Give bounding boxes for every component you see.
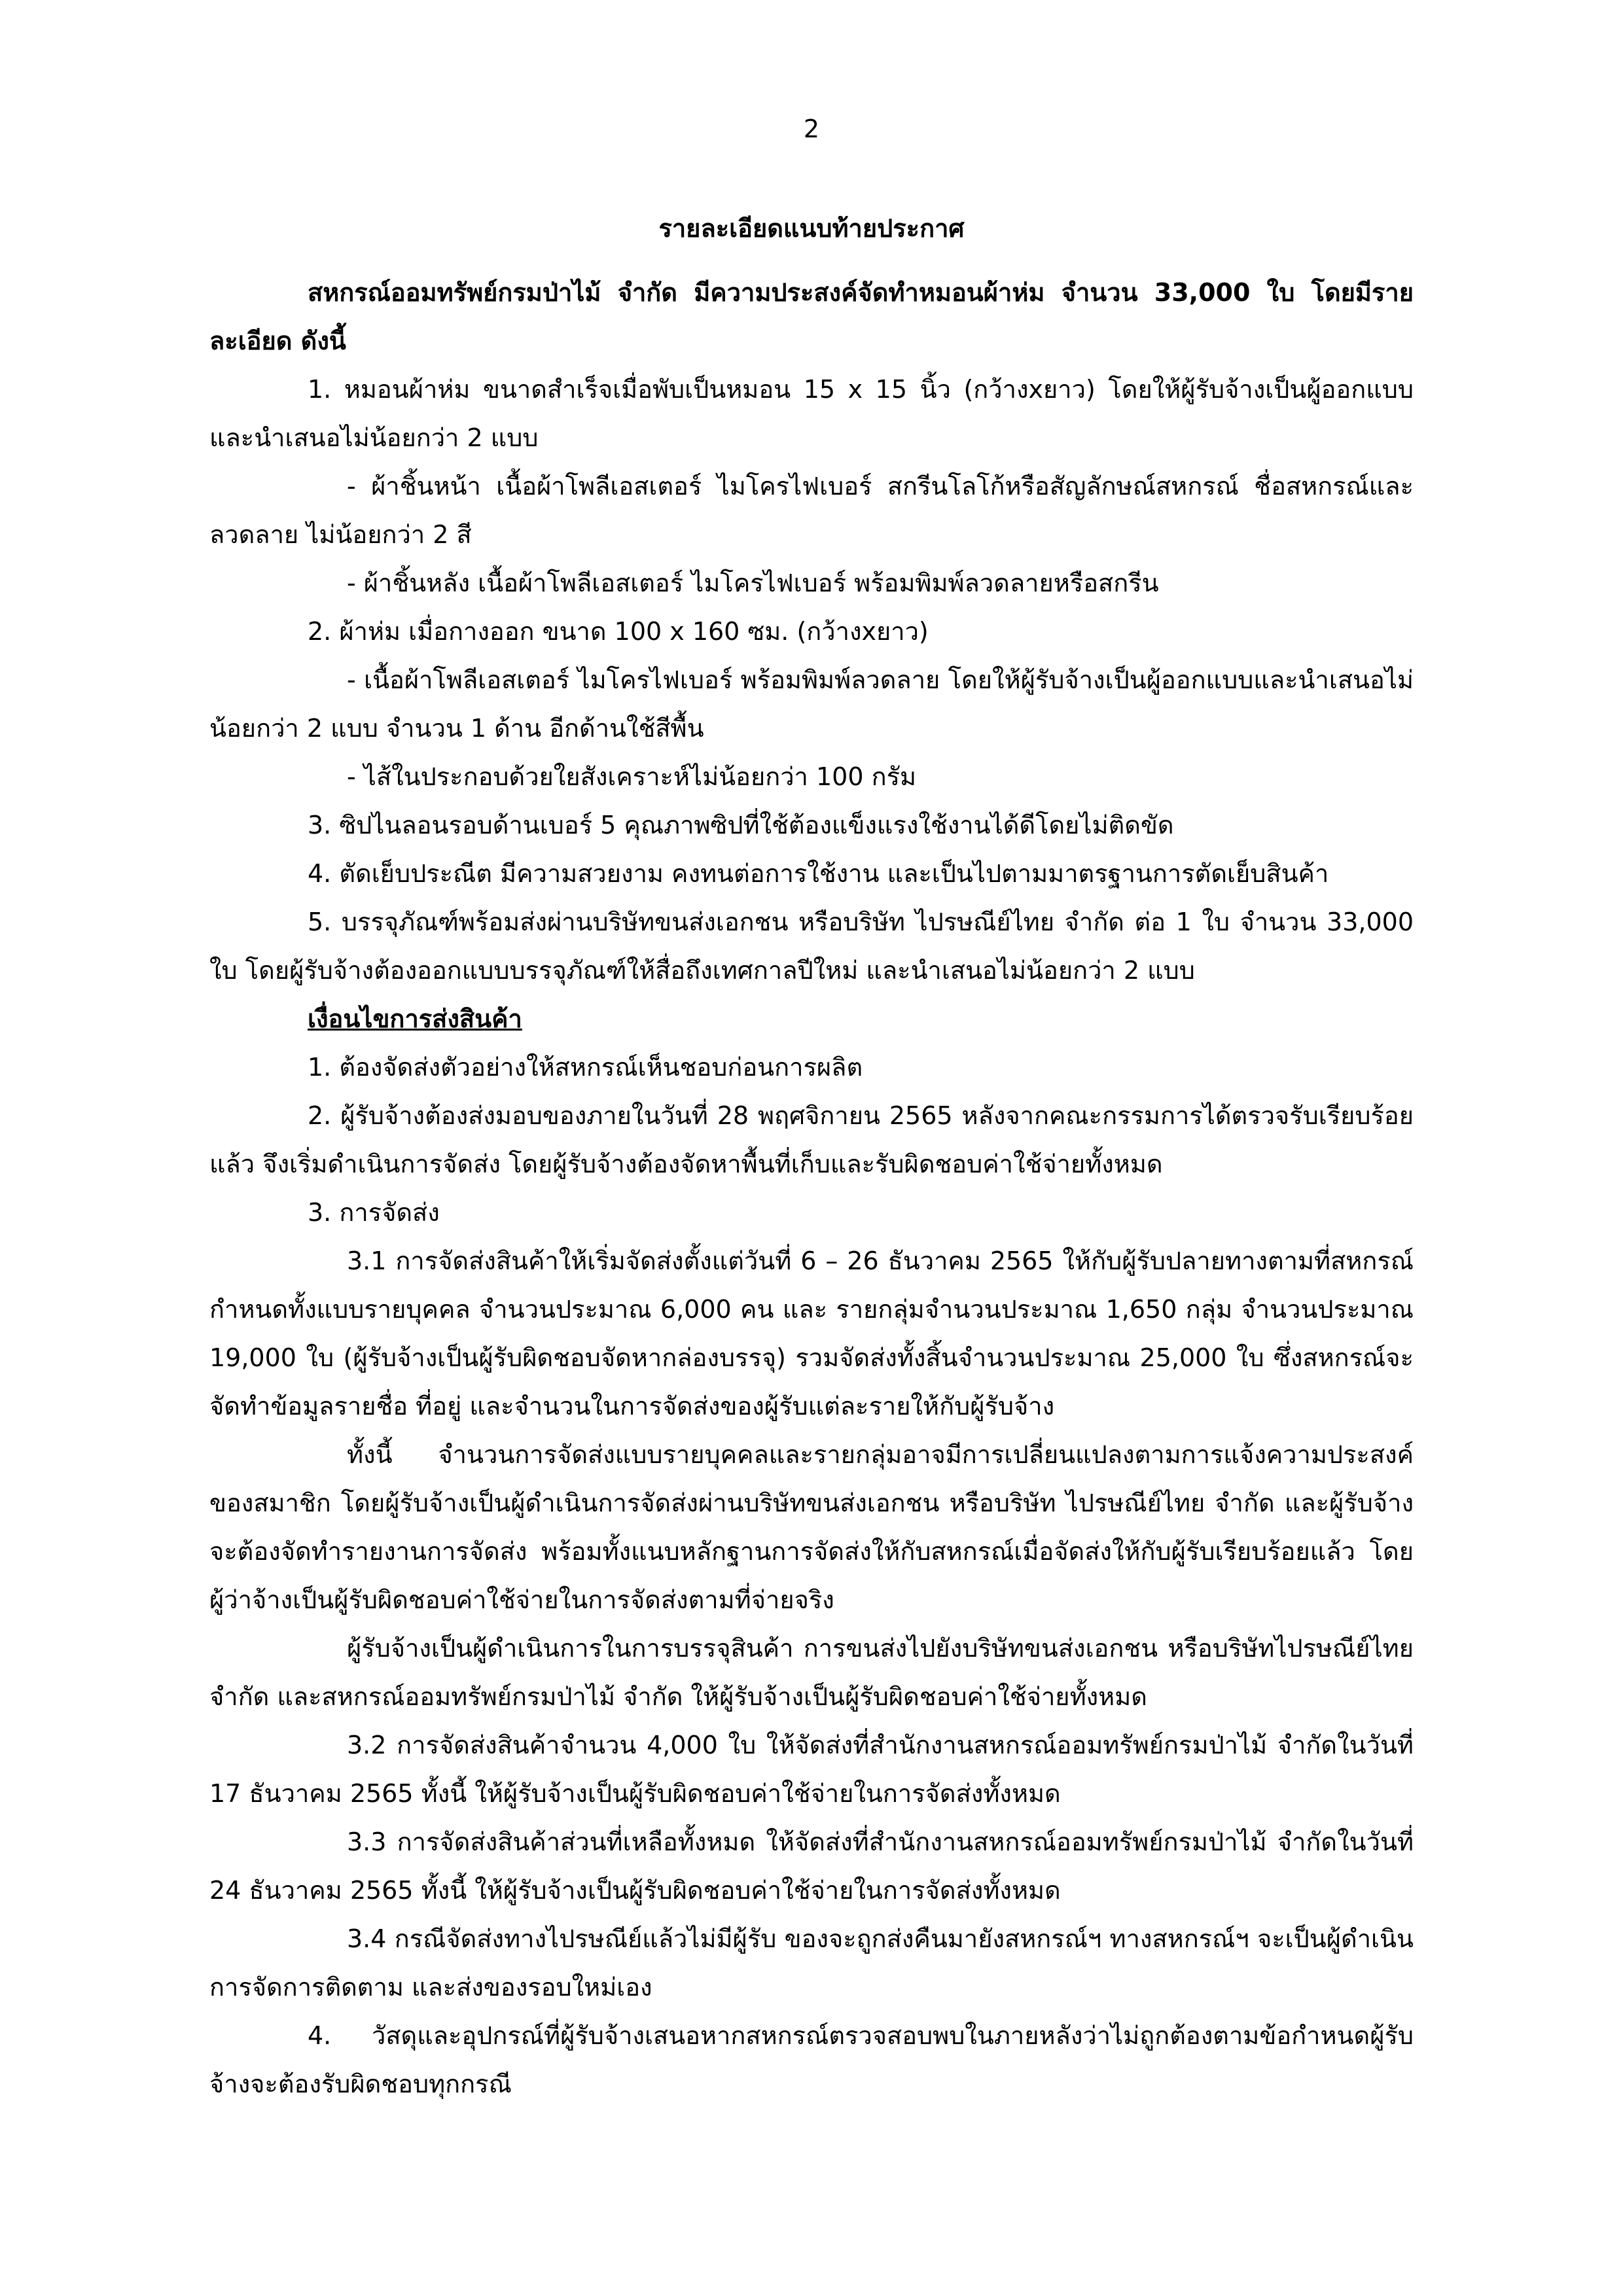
item-1-back-fabric: - ผ้าชิ้นหลัง เนื้อผ้าโพลีเอสเตอร์ ไมโครไฟเบอร์ พร้อมพิมพ์ลวดลายหรือสกรีน: [347, 569, 1159, 597]
item-2: 2. ผ้าห่ม เมื่อกางออก ขนาด 100 x 160 ซม. (กว้างxยาว): [308, 617, 929, 646]
item-1-front-fabric: - ผ้าชิ้นหน้า เนื้อผ้าโพลีเอสเตอร์ ไมโครไฟเบอร์ สกรีนโลโก้หรือสัญลักษณ์สหกรณ์ ชื่อสหกรณ์และลวดลาย ไม่น้อยกว่า 2 สี: [209, 472, 1414, 549]
delivery-3-1-note: ทั้งนี้ จำนวนการจัดส่งแบบรายบุคคลและรายกลุ่มอาจมีการเปลี่ยนแปลงตามการแจ้งความประสงค์ของสมาชิก โดยผู้รับจ้างเป็นผู้ดำเนินการจัดส่งผ่านบริษัทขนส่งเอกชน หรือบริษัท ไปรษณีย์ไทย จำกัด และผู้รับจ้างจะต้องจัดทำรายงานการจัดส่ง พร้อมทั้งแนบหลักฐานการจัดส่งให้กับสหกรณ์เมื่อจัดส่งให้กับผู้รับเรียบร้อยแล้ว โดยผู้ว่าจ้างเป็นผู้รับผิดชอบค่าใช้จ่ายในการจัดส่งตามที่จ่ายจริง: [209, 1440, 1414, 1614]
delivery-3-1-responsibility: ผู้รับจ้างเป็นผู้ดำเนินการในการบรรจุสินค้า การขนส่งไปยังบริษัทขนส่งเอกชน หรือบริษัทไปรษณีย์ไทย จำกัด และสหกรณ์ออมทรัพย์กรมป่าไม้ จำกัด ให้ผู้รับจ้างเป็นผู้รับผิดชอบค่าใช้จ่ายทั้งหมด: [209, 1634, 1414, 1711]
delivery-conditions-title: เงื่อนไขการส่งสินค้า: [308, 1004, 522, 1033]
intro-paragraph: สหกรณ์ออมทรัพย์กรมป่าไม้ จำกัด มีความประสงค์จัดทำหมอนผ้าห่ม จำนวน 33,000 ใบ โดยมีรายละเอียด ดังนี้: [209, 278, 1414, 355]
delivery-3: 3. การจัดส่ง: [308, 1198, 440, 1227]
item-2-fabric: - เนื้อผ้าโพลีเอสเตอร์ ไมโครไฟเบอร์ พร้อมพิมพ์ลวดลาย โดยให้ผู้รับจ้างเป็นผู้ออกแบบและนำเสนอไม่น้อยกว่า 2 แบบ จำนวน 1 ด้าน อีกด้านใช้สีพื้น: [209, 665, 1414, 743]
page-content: [209, 105, 1414, 2108]
item-1: 1. หมอนผ้าห่ม ขนาดสำเร็จเมื่อพับเป็นหมอน 15 x 15 นิ้ว (กว้างxยาว) โดยให้ผู้รับจ้างเป็นผู้ออกแบบและนำเสนอไม่น้อยกว่า 2 แบบ: [209, 375, 1414, 452]
delivery-2: 2. ผู้รับจ้างต้องส่งมอบของภายในวันที่ 28 พฤศจิกายน 2565 หลังจากคณะกรรมการได้ตรวจรับเรียบร้อยแล้ว จึงเริ่มดำเนินการจัดส่ง โดยผู้รับจ้างต้องจัดหาพื้นที่เก็บและรับผิดชอบค่าใช้จ่ายทั้งหมด: [209, 1101, 1414, 1178]
item-2-filling: - ไส้ในประกอบด้วยใยสังเคราะห์ไม่น้อยกว่า 100 กรัม: [347, 762, 917, 791]
delivery-1: 1. ต้องจัดส่งตัวอย่างให้สหกรณ์เห็นชอบก่อนการผลิต: [308, 1053, 863, 1082]
delivery-3-3: 3.3 การจัดส่งสินค้าส่วนที่เหลือทั้งหมด ให้จัดส่งที่สำนักงานสหกรณ์ออมทรัพย์กรมป่าไม้ จำกัดในวันที่ 24 ธันวาคม 2565 ทั้งนี้ ให้ผู้รับจ้างเป็นผู้รับผิดชอบค่าใช้จ่ายในการจัดส่งทั้งหมด: [209, 1828, 1414, 1905]
delivery-3-1: 3.1 การจัดส่งสินค้าให้เริ่มจัดส่งตั้งแต่วันที่ 6 – 26 ธันวาคม 2565 ให้กับผู้รับปลายทางตามที่สหกรณ์กำหนดทั้งแบบรายบุคคล จำนวนประมาณ 6,000 คน และ รายกลุ่มจำนวนประมาณ 1,650 กลุ่ม จำนวนประมาณ 19,000 ใบ (ผู้รับจ้างเป็นผู้รับผิดชอบจัดหากล่องบรรจุ) รวมจัดส่งทั้งสิ้นจำนวนประมาณ 25,000 ใบ ซึ่งสหกรณ์จะจัดทำข้อมูลรายชื่อ ที่อยู่ และจำนวนในการจัดส่งของผู้รับแต่ละรายให้กับผู้รับจ้าง: [209, 1246, 1414, 1421]
document-heading: รายละเอียดแนบท้ายประกาศ: [658, 214, 965, 243]
delivery-3-4: 3.4 กรณีจัดส่งทางไปรษณีย์แล้วไม่มีผู้รับ ของจะถูกส่งคืนมายังสหกรณ์ฯ ทางสหกรณ์ฯ จะเป็นผู้ดำเนินการจัดการติดตาม และส่งของรอบใหม่เอง: [209, 1924, 1414, 2002]
item-4: 4. ตัดเย็บประณีต มีความสวยงาม คงทนต่อการใช้งาน และเป็นไปตามมาตรฐานการตัดเย็บสินค้า: [308, 859, 1329, 888]
item-5: 5. บรรจุภัณฑ์พร้อมส่งผ่านบริษัทขนส่งเอกชน หรือบริษัท ไปรษณีย์ไทย จำกัด ต่อ 1 ใบ จำนวน 33,000 ใบ โดยผู้รับจ้างต้องออกแบบบรรจุภัณฑ์ให้สื่อถึงเทศกาลปีใหม่ และนำเสนอไม่น้อยกว่า 2 แบบ: [209, 908, 1414, 985]
item-3: 3. ซิปไนลอนรอบด้านเบอร์ 5 คุณภาพซิปที่ใช้ต้องแข็งแรงใช้งานได้ดีโดยไม่ติดขัด: [308, 811, 1174, 839]
page-number: 2: [803, 115, 820, 143]
delivery-3-2: 3.2 การจัดส่งสินค้าจำนวน 4,000 ใบ ให้จัดส่งที่สำนักงานสหกรณ์ออมทรัพย์กรมป่าไม้ จำกัดในวันที่ 17 ธันวาคม 2565 ทั้งนี้ ให้ผู้รับจ้างเป็นผู้รับผิดชอบค่าใช้จ่ายในการจัดส่งทั้งหมด: [209, 1731, 1414, 1808]
delivery-4: 4. วัสดุและอุปกรณ์ที่ผู้รับจ้างเสนอหากสหกรณ์ตรวจสอบพบในภายหลังว่าไม่ถูกต้องตามข้อกำหนดผู้รับจ้างจะต้องรับผิดชอบทุกกรณี: [209, 2021, 1414, 2098]
